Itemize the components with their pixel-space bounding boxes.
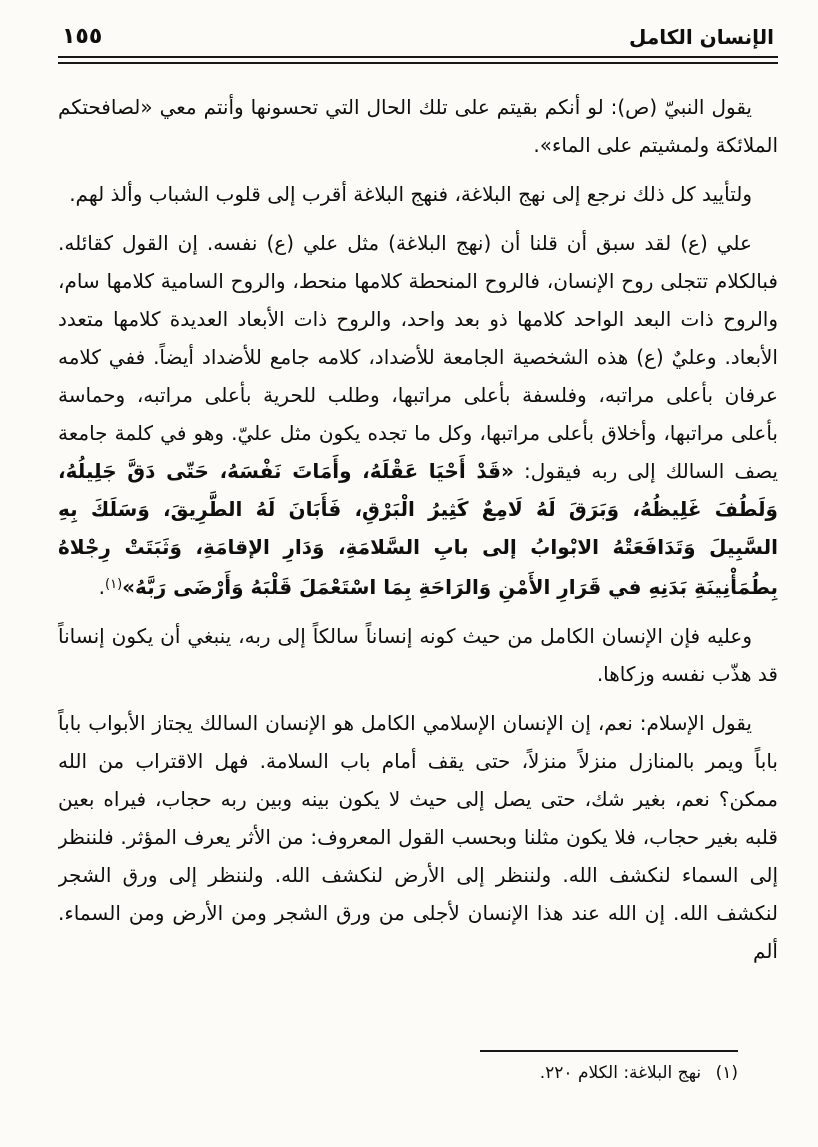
page-body (58, 88, 778, 1048)
text-segment: علي (ع) لقد سبق أن قلنا أن (نهج البلاغة) مثل علي (ع) نفسه. إن القول كقائله. فبالكلام تتجلى روح الإنسان، فالروح المنحطة كلامها منحط، والروح السامية كلامها سام، والروح ذات البعد الواحد كلامها ذو بعد واحد، والروح ذات الأبعاد العديدة كلامها متعدد الأبعاد. وعليٌ (ع) هذه الشخصية الجامعة للأضداد، كلامه جامع للأضداد أيضاً. ففي كلامه عرفان بأعلى مراتبه، وفلسفة بأعلى مراتبها، وطلب للحرية بأعلى مراتبه، وحماسة بأعلى مراتبها، وأخلاق بأعلى مراتبها، وكل ما تجده يكون مثل عليّ. وهو في كلمة جامعة يصف السالك إلى ربه فيقول: (58, 231, 778, 483)
header-rule (58, 56, 778, 64)
paragraph (58, 175, 778, 213)
footnotes-section (480, 1050, 738, 1085)
text-segment: . (98, 575, 105, 599)
footnote-marker: (١) (715, 1063, 738, 1083)
paragraph (58, 224, 778, 606)
paragraph (58, 617, 778, 693)
footnote-rule (480, 1050, 738, 1052)
text-segment: ولتأييد كل ذلك نرجع إلى نهج البلاغة، فنهج البلاغة أقرب إلى قلوب الشباب وألذ لهم. (69, 182, 752, 206)
page-header (58, 24, 778, 49)
paragraph (58, 88, 778, 164)
footnote-text: نهج البلاغة: الكلام ٢٢٠. (539, 1063, 702, 1083)
text-segment: يقول النبيّ (ص): لو أنكم بقيتم على تلك الحال التي تحسونها وأنتم معي «لصافحتكم الملائكة ولمشيتم على الماء». (58, 95, 778, 157)
book-title: الإنسان الكامل (628, 25, 774, 49)
paragraph (58, 704, 778, 970)
page-number: ١٥٥ (62, 24, 103, 49)
text-segment: يقول الإسلام: نعم، إن الإنسان الإسلامي الكامل هو الإنسان السالك يجتاز الأبواب باباً باباً ويمر بالمنازل منزلاً منزلاً، حتى يقف أمام باب السلامة. فهل الاقتراب من الله ممكن؟ نعم، بغير شك، حتى يصل إلى حيث لا يكون بينه وبين ربه حجاب، فيراه بعين قلبه بغير حجاب، فلا يكون مثلنا وبحسب القول المعروف: من الأثر يعرف المؤثر. فلننظر إلى السماء لنكشف الله. ولننظر إلى الأرض لنكشف الله. ولننظر إلى ورق الشجر لنكشف الله. إن الله عند هذا الإنسان لأجلى من ورق الشجر ومن الأرض ومن السماء. ألم (58, 711, 778, 963)
text-segment: وعليه فإن الإنسان الكامل من حيث كونه إنساناً سالكاً إلى ربه، ينبغي أن يكون إنساناً قد هذّب نفسه وزكاها. (58, 624, 778, 686)
footnote-ref: (١) (105, 577, 123, 592)
text-segment: «قَدْ أَحْيَا عَقْلَهُ، وأَمَاتَ نَفْسَهُ، حَتّى دَقَّ جَلِيلُهُ، وَلَطُفَ غَلِيظُهُ، وَبَرَقَ لَهُ لَامِعٌ كَثِيرُ الْبَرْقِ، فَأَبَانَ لَهُ الطَّرِيقَ، وَسَلَكَ بِهِ السَّبِيلَ وَتَدَافَعَتْهُ الابْوابُ إلى بابِ السَّلامَةِ، وَدَارِ الإقامَةِ، وَثَبَتَتْ رِجْلاهُ بِطُمَأْنِينَةِ بَدَنِهِ في قَرَارِ الأَمْنِ وَالرَاحَةِ بِمَا اسْتَعْمَلَ قَلْبَهُ وَأَرْضَى رَبَّهُ» (58, 459, 778, 599)
footnote (480, 1061, 738, 1085)
